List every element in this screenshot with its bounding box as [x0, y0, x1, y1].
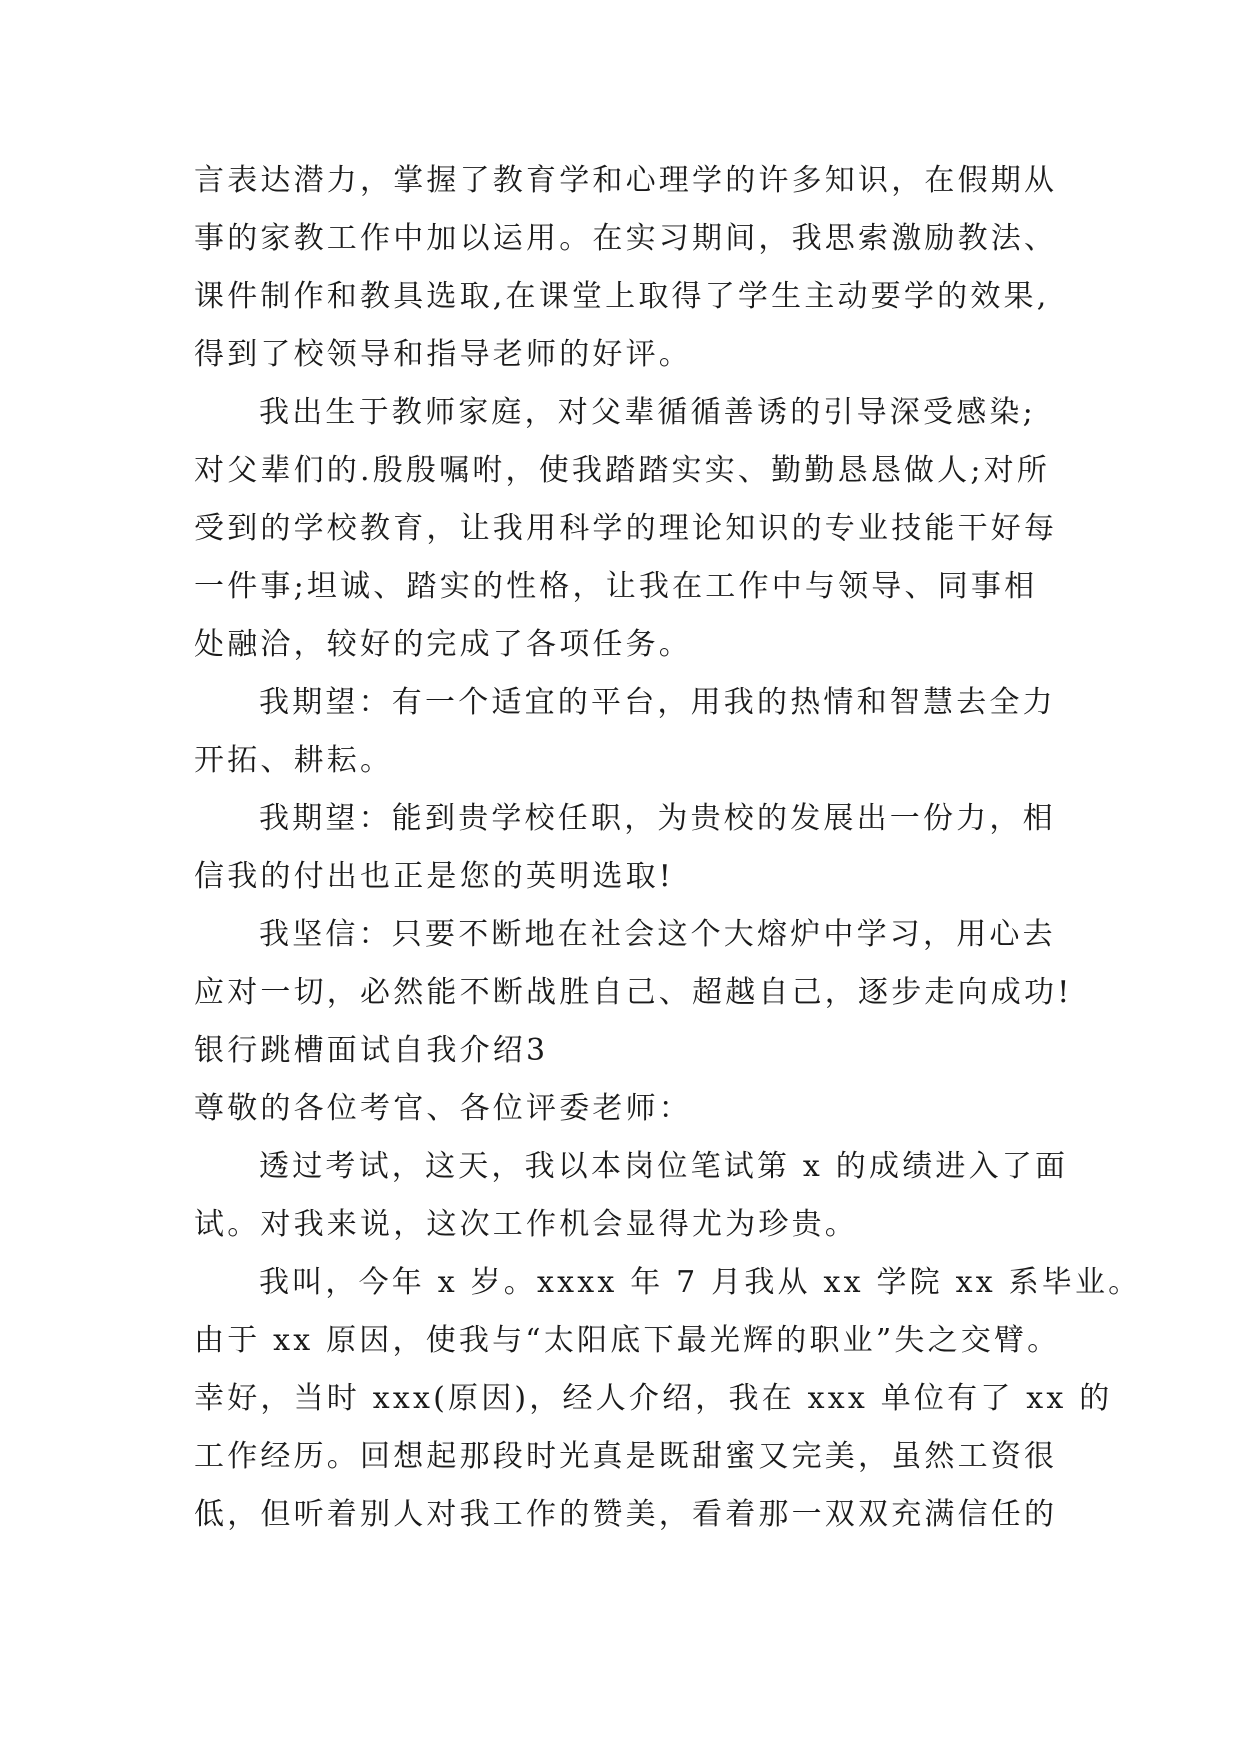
text-line: 透过考试，这天，我以本岗位笔试第 x 的成绩进入了面	[259, 1149, 1069, 1184]
text-line: 我叫，今年 x 岁。xxxx 年 7 月我从 xx 学院 xx 系毕业。	[259, 1265, 1142, 1300]
text-line: 由于 xx 原因，使我与“太阳底下最光辉的职业”失之交臂。	[194, 1323, 1061, 1358]
text-line: 得到了校领导和指导老师的好评。	[194, 337, 692, 372]
document-body	[194, 152, 1142, 1544]
text-line: 言表达潜力，掌握了教育学和心理学的许多知识，在假期从	[194, 163, 1058, 198]
text-line: 开拓、耕耘。	[194, 743, 394, 778]
text-line: 我期望：有一个适宜的平台，用我的热情和智慧去全力	[259, 685, 1056, 720]
text-line: 试。对我来说，这次工作机会显得尤为珍贵。	[194, 1207, 858, 1242]
text-line: 我出生于教师家庭，对父辈循循善诱的引导深受感染;	[259, 395, 1036, 430]
text-line: 信我的付出也正是您的英明选取!	[194, 859, 675, 894]
text-line: 应对一切，必然能不断战胜自己、超越自己，逐步走向成功!	[194, 975, 1073, 1010]
text-line: 低，但听着别人对我工作的赞美，看着那一双双充满信任的	[194, 1497, 1058, 1532]
text-line: 我坚信：只要不断地在社会这个大熔炉中学习，用心去	[259, 917, 1056, 952]
text-line: 事的家教工作中加以运用。在实习期间，我思索激励教法、	[194, 221, 1058, 256]
text-line: 尊敬的各位考官、各位评委老师：	[194, 1091, 692, 1126]
text-line: 受到的学校教育，让我用科学的理论知识的专业技能干好每	[194, 511, 1058, 546]
text-line: 对父辈们的.殷殷嘱咐，使我踏踏实实、勤勤恳恳做人;对所	[194, 453, 1051, 488]
text-line: 幸好，当时 xxx(原因)，经人介绍，我在 xxx 单位有了 xx 的	[194, 1381, 1113, 1416]
text-line: 银行跳槽面试自我介绍3	[194, 1033, 549, 1068]
text-line: 课件制作和教具选取,在课堂上取得了学生主动要学的效果,	[194, 279, 1050, 314]
text-line: 处融洽，较好的完成了各项任务。	[194, 627, 692, 662]
text-line: 工作经历。回想起那段时光真是既甜蜜又完美，虽然工资很	[194, 1439, 1058, 1474]
text-line: 一件事;坦诚、踏实的性格，让我在工作中与领导、同事相	[194, 569, 1038, 604]
text-line: 我期望：能到贵学校任职，为贵校的发展出一份力，相	[259, 801, 1056, 836]
